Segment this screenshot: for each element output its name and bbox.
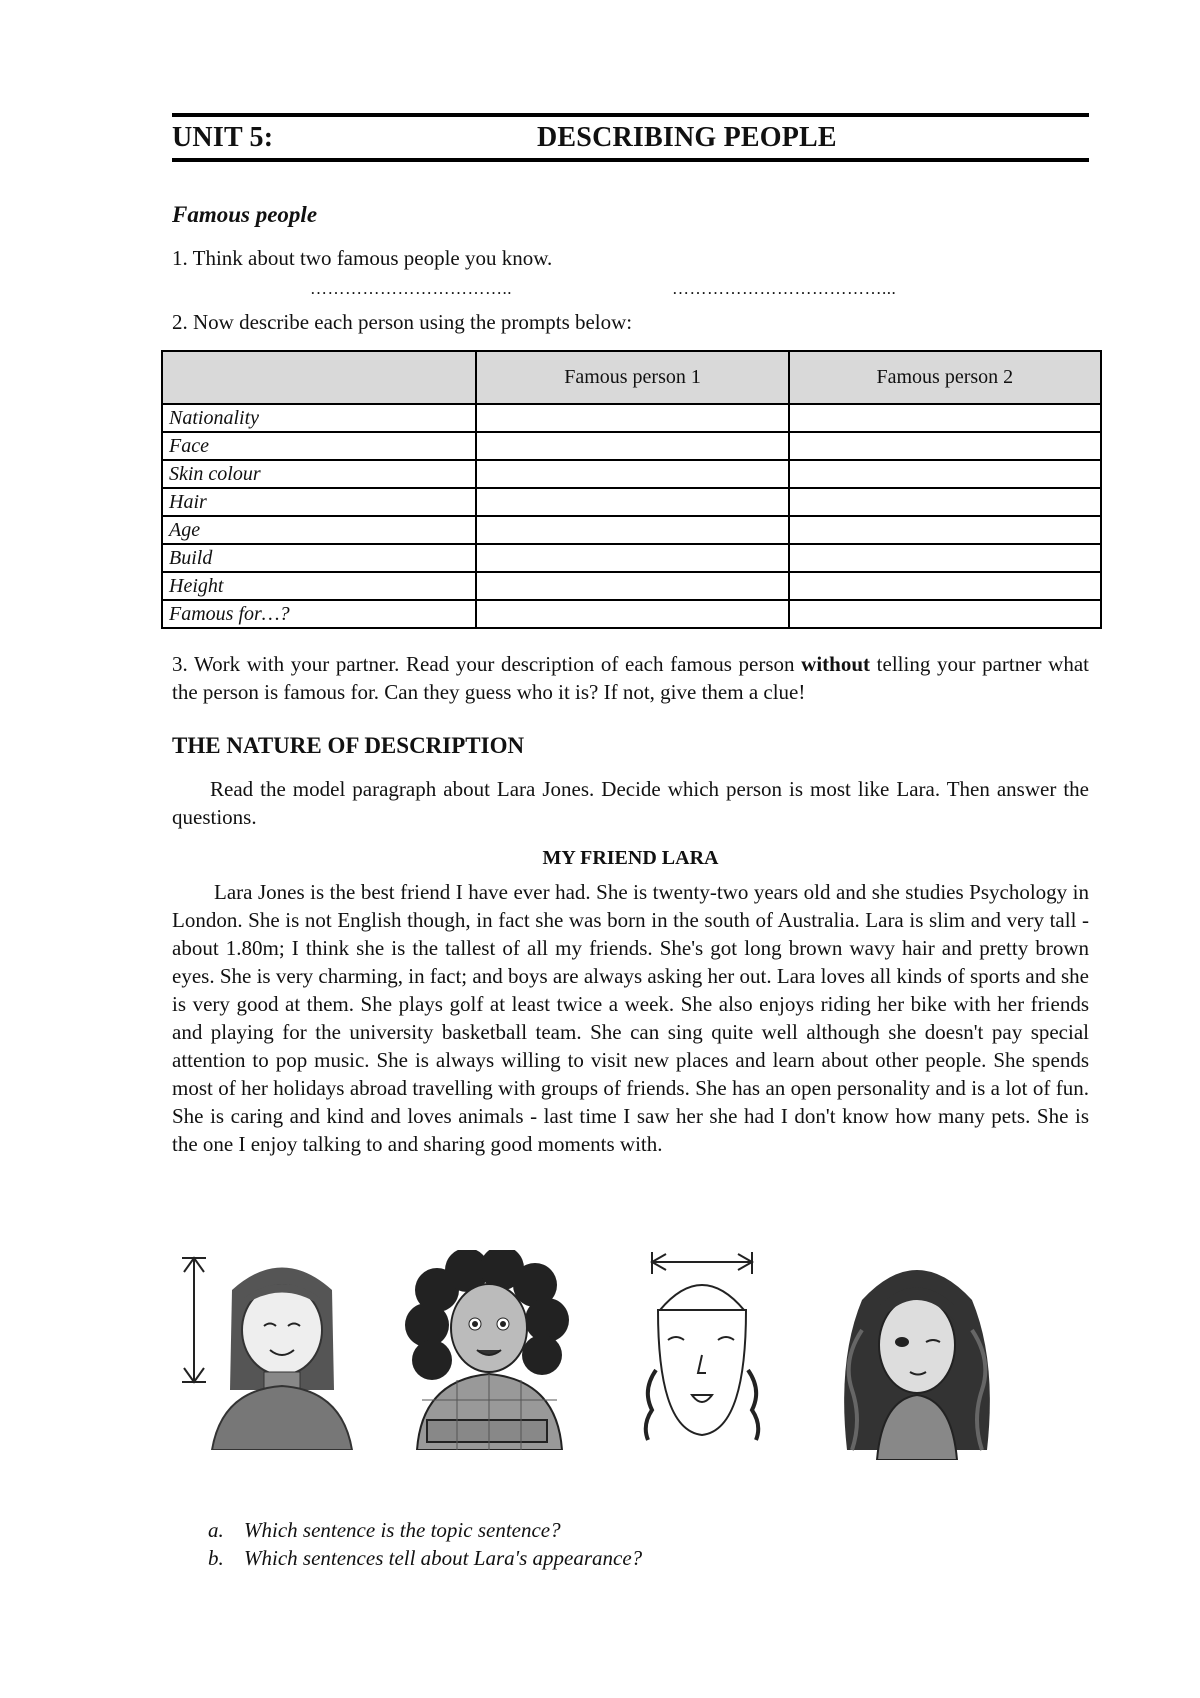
answer-cell[interactable] bbox=[789, 404, 1101, 432]
table-header-person-2: Famous person 2 bbox=[789, 351, 1101, 404]
table-header-person-1: Famous person 1 bbox=[476, 351, 788, 404]
answer-dots-2: ………………………………... bbox=[672, 279, 897, 298]
row-label-face: Face bbox=[162, 432, 476, 460]
question-marker: a. bbox=[208, 1518, 224, 1542]
question-3-end: telling your partner what the person is famous for. Can they guess who it is? If not, give them a clue! bbox=[172, 652, 1089, 704]
question-3 bbox=[172, 650, 1089, 706]
girl-long-wavy-hair-figure bbox=[822, 1250, 1012, 1460]
row-label-nationality: Nationality bbox=[162, 404, 476, 432]
table-row bbox=[162, 404, 1101, 432]
row-label-hair: Hair bbox=[162, 488, 476, 516]
row-label-height: Height bbox=[162, 572, 476, 600]
answer-cell[interactable] bbox=[789, 488, 1101, 516]
instructions-paragraph: Read the model paragraph about Lara Jones. Decide which person is most like Lara. Then answer the questions. bbox=[172, 777, 1089, 829]
table-row bbox=[162, 516, 1101, 544]
answer-cell[interactable] bbox=[476, 600, 788, 628]
question-text: Which sentence is the topic sentence? bbox=[244, 1518, 561, 1542]
question-marker: b. bbox=[208, 1546, 224, 1570]
answer-cell[interactable] bbox=[789, 432, 1101, 460]
answer-cell[interactable] bbox=[476, 488, 788, 516]
table-header-row bbox=[162, 351, 1101, 404]
people-illustrations bbox=[172, 1250, 1089, 1490]
girl-braids-figure bbox=[612, 1250, 792, 1450]
table-row bbox=[162, 572, 1101, 600]
unit-heading bbox=[172, 122, 1089, 162]
description-table bbox=[161, 350, 1102, 629]
answer-cell[interactable] bbox=[476, 516, 788, 544]
table-header-empty bbox=[162, 351, 476, 404]
answer-cell[interactable] bbox=[789, 516, 1101, 544]
row-label-skin-colour: Skin colour bbox=[162, 460, 476, 488]
comprehension-questions bbox=[208, 1516, 642, 1572]
answer-cell[interactable] bbox=[789, 600, 1101, 628]
row-label-build: Build bbox=[162, 544, 476, 572]
question-1: 1. Think about two famous people you know. bbox=[172, 246, 553, 270]
row-label-famous-for: Famous for…? bbox=[162, 600, 476, 628]
question-a bbox=[208, 1516, 642, 1544]
header-top-rule bbox=[172, 113, 1089, 117]
answer-cell[interactable] bbox=[476, 404, 788, 432]
answer-dots-1: …………………………….. bbox=[310, 279, 512, 298]
table-row bbox=[162, 600, 1101, 628]
question-3-emphasis: without bbox=[801, 652, 871, 676]
question-b bbox=[208, 1544, 642, 1572]
question-2: 2. Now describe each person using the prompts below: bbox=[172, 310, 633, 334]
table-row bbox=[162, 488, 1101, 516]
model-paragraph: Lara Jones is the best friend I have ever had. She is twenty-two years old and she studies Psychology in London. She is not English though, in fact she was born in the south of Australia. Lara is slim and very tall - about 1.80m; I think she is the tallest of all my friends. She's got long brown wavy hair and pretty brown eyes. She is very charming, in fact; and boys are always asking her out. Lara loves all kinds of sports and she is very good at them. She plays golf at least twice a week. She also enjoys riding her bike with her friends and playing for the university basketball team. She can sing quite well although she doesn't pay special attention to pop music. She is always willing to visit new places and learn about other people. She spends most of her holidays abroad travelling with groups of friends. She has an open personality and is a lot of fun. She is caring and kind and loves animals - last time I saw her she had I don't know how many pets. She is the one I enjoy talking to and sharing good moments with. bbox=[172, 880, 1089, 1156]
answer-cell[interactable] bbox=[789, 572, 1101, 600]
answer-cell[interactable] bbox=[476, 544, 788, 572]
unit-title: DESCRIBING PEOPLE bbox=[537, 122, 837, 153]
story-title: MY FRIEND LARA bbox=[542, 847, 719, 869]
question-text: Which sentences tell about Lara's appearance? bbox=[244, 1546, 643, 1570]
answer-cell[interactable] bbox=[476, 460, 788, 488]
table-row bbox=[162, 460, 1101, 488]
row-label-age: Age bbox=[162, 516, 476, 544]
girl-curly-hair-figure bbox=[397, 1250, 577, 1450]
question-3-start: 3. Work with your partner. Read your description of each famous person bbox=[172, 652, 802, 676]
famous-people-subheading: Famous people bbox=[172, 202, 318, 227]
answer-cell[interactable] bbox=[476, 432, 788, 460]
header-bottom-rule bbox=[172, 158, 1089, 162]
unit-number: UNIT 5: bbox=[172, 122, 274, 153]
girl-straight-hair-figure bbox=[172, 1250, 362, 1450]
answer-cell[interactable] bbox=[789, 544, 1101, 572]
table-row bbox=[162, 544, 1101, 572]
answer-cell[interactable] bbox=[476, 572, 788, 600]
answer-cell[interactable] bbox=[789, 460, 1101, 488]
section-title: THE NATURE OF DESCRIPTION bbox=[172, 733, 525, 758]
table-row bbox=[162, 432, 1101, 460]
